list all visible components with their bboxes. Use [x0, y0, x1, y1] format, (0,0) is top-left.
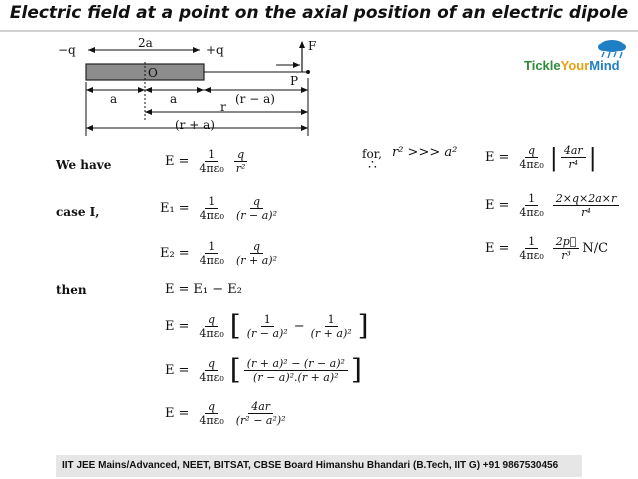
length-r-label: r [220, 100, 226, 114]
frac-num: 1 [525, 192, 538, 206]
eq-lhs: E [485, 150, 495, 165]
equation-difference: E = E₁ − E₂ [165, 282, 242, 297]
frac-den: (r − a)².(r + a)² [253, 370, 339, 384]
field-f-label: F [308, 39, 317, 53]
frac-num: 2p⃗ [553, 235, 580, 249]
equation-approx-1: E = $\frac{q}{\text{4πε₀}}$ | $\frac{4ar}{\text{r⁴}}$ | [485, 143, 597, 172]
logo-part-tickle: Tickle [524, 58, 561, 73]
frac-num: q [250, 195, 263, 209]
equation-coulomb: E = $\frac{1}{\text{4πε₀}}$ $\frac{q}{\text{r²}}$ [165, 148, 251, 175]
frac-den: r⁴ [581, 206, 591, 219]
length-a-left-label: a [110, 92, 118, 106]
logo-part-mind: Mind [589, 58, 620, 73]
frac-den: 4πε₀ [199, 326, 224, 340]
eq-lhs: E [165, 154, 175, 169]
frac-num: 1 [261, 313, 274, 327]
label-we-have: We have [56, 158, 112, 172]
dipole-diagram [50, 38, 350, 140]
frac-num: 1 [325, 313, 338, 327]
frac-num: 1 [525, 235, 538, 249]
eq-rhs: E₁ − E₂ [193, 282, 242, 297]
frac-den: (r − a)² [235, 209, 277, 222]
frac-num: 1 [205, 240, 218, 254]
frac-den: r⁴ [568, 158, 579, 171]
separation-2a-label: 2a [138, 36, 153, 50]
equation-final-field: E = $\frac{1}{\text{4πε₀}}$ $\frac{2p⃗}{\text{r³}}$ N/C [485, 235, 609, 262]
frac-num: (r + a)² − (r − a)² [244, 357, 348, 371]
eq-lhs: E [485, 241, 495, 256]
frac-den: 4πε₀ [199, 370, 224, 384]
frac-den: (r − a)² [246, 326, 288, 340]
eq-lhs: E [165, 362, 175, 378]
cloud-rain-icon [524, 36, 634, 60]
frac-den: r² [235, 162, 246, 175]
equation-e2: E₂ = $\frac{1}{\text{4πε₀}}$ $\frac{q}{\text{(r + a)²}}$ [160, 240, 283, 267]
frac-num: 1 [205, 195, 218, 209]
frac-num: q [205, 400, 218, 414]
logo-text [524, 58, 620, 73]
label-then: then [56, 283, 87, 297]
frac-num: q [205, 357, 218, 371]
point-p-label: P [290, 74, 299, 88]
frac-num: q [234, 148, 247, 162]
charge-minus-q-label: −q [58, 43, 76, 57]
label-for: for, [362, 147, 382, 161]
frac-num: 4ar [561, 144, 586, 158]
frac-den: 4πε₀ [519, 249, 544, 262]
logo [524, 36, 634, 80]
equation-e1: E₁ = $\frac{1}{\text{4πε₀}}$ $\frac{q}{\text{(r − a)²}}$ [160, 195, 283, 222]
eq-lhs: E [165, 406, 175, 421]
frac-den: (r + a)² [235, 254, 277, 267]
origin-o-label: O [148, 66, 158, 80]
approximation-condition: r² >>> a² [392, 145, 458, 160]
frac-num: 1 [205, 148, 218, 162]
eq-lhs: E₂ [160, 246, 175, 261]
equation-bracket-1: E = $\frac{q}{\text{4πε₀}}$ [ $\frac{1}{\text{(r − a)²}}$ − $\frac{1}{\text{(r + a)²}}$ ] [165, 309, 369, 342]
frac-num: 2×q×2a×r [553, 192, 620, 206]
frac-num: 4ar [248, 400, 273, 414]
logo-part-your: Your [560, 58, 590, 73]
length-r-plus-a-label: (r + a) [175, 118, 215, 132]
frac-den: 4πε₀ [519, 158, 544, 171]
unit-label: N/C [582, 241, 609, 256]
eq-lhs: E₁ [160, 201, 175, 216]
frac-den: 4πε₀ [519, 206, 544, 219]
footer-bar: IIT JEE Mains/Advanced, NEET, BITSAT, CBSE Board Himanshu Bhandari (B.Tech, IIT G) +91 9867530456 [56, 455, 582, 477]
length-a-right-label: a [170, 92, 178, 106]
frac-den: r³ [561, 249, 571, 262]
equation-result: E = $\frac{q}{\text{4πε₀}}$ $\frac{4ar}{\text{(r² − a²)²}}$ [165, 400, 292, 427]
length-r-minus-a-label: (r − a) [235, 92, 275, 106]
therefore-symbol: ∴ [368, 157, 377, 173]
eq-lhs: E [165, 318, 175, 334]
equation-approx-2: E = $\frac{1}{\text{4πε₀}}$ $\frac{2\times q\times 2a\times r}{\text{r⁴}}$ [485, 192, 622, 219]
frac-num: q [250, 240, 263, 254]
frac-den: 4πε₀ [199, 254, 224, 267]
label-case-1: case I, [56, 205, 100, 219]
frac-num: q [205, 313, 218, 327]
eq-lhs: E [485, 198, 495, 213]
eq-lhs: E [165, 282, 175, 297]
frac-den: (r + a)² [310, 326, 352, 340]
slide-title: Electric field at a point on the axial position of an electric dipole [0, 0, 638, 32]
frac-den: 4πε₀ [199, 209, 224, 222]
equation-bracket-2: E = $\frac{q}{\text{4πε₀}}$ [ $\frac{\text{(r + a)² − (r − a)²}}{\text{(r − a)².(r + a)²}}$ ] [165, 353, 362, 386]
frac-den: (r² − a²)² [235, 414, 286, 427]
charge-plus-q-label: +q [206, 43, 224, 57]
frac-den: 4πε₀ [199, 414, 224, 427]
frac-den: 4πε₀ [199, 162, 224, 175]
frac-num: q [525, 144, 538, 158]
